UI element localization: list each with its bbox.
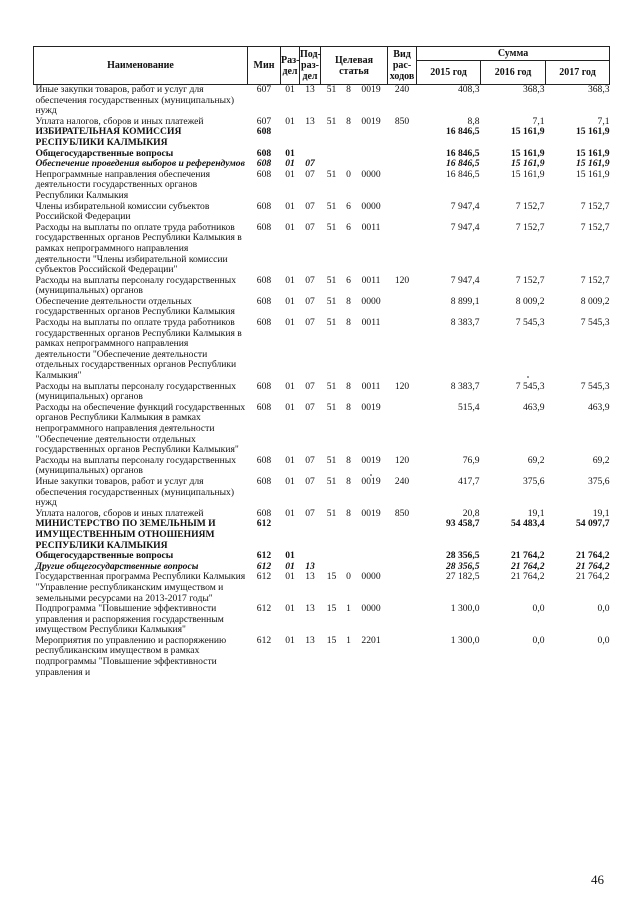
row-subsection-code [300, 127, 321, 148]
row-ministry-code: 608 [256, 158, 272, 170]
row-target-subprogram: 8 [346, 401, 351, 413]
row-target-subprogram: 8 [346, 475, 351, 487]
row-expense-type [388, 519, 417, 551]
row-sum-2015: 7 947,4 [450, 200, 480, 212]
row-sum-2015: 7 947,4 [450, 221, 480, 233]
table-row [34, 636, 610, 678]
row-sum-2016: 7 152,7 [515, 274, 545, 286]
row-subsection-code: 07 [305, 158, 315, 170]
row-sum-2017: 368,3 [587, 84, 610, 95]
row-expense-type [388, 572, 417, 604]
row-sum-2015: 1 300,0 [450, 603, 480, 615]
row-expense-type [388, 149, 417, 160]
row-expense-type [388, 159, 417, 170]
row-target-program: 15 [326, 603, 337, 615]
row-expense-type [388, 170, 417, 202]
row-subsection-code: 07 [305, 168, 315, 180]
table-row [34, 276, 610, 297]
row-expense-type: 120 [394, 454, 410, 466]
row-sum-2017: 21 764,2 [575, 560, 610, 572]
header-target-article: Целевая статья [321, 47, 388, 85]
table-row [34, 477, 610, 509]
row-name: Другие общегосударственные вопросы [35, 560, 199, 572]
row-section-code [281, 519, 300, 551]
row-name: Общегосударственные вопросы [35, 147, 174, 159]
row-target-direction: 2201 [361, 634, 381, 646]
row-target-direction: 0019 [361, 84, 381, 95]
row-sum-2015: 8 899,1 [450, 295, 480, 307]
row-subsection-code: 07 [305, 317, 315, 329]
row-target-program: 51 [326, 168, 337, 180]
row-section-code: 01 [285, 147, 295, 159]
row-ministry-code: 612 [256, 571, 272, 583]
row-target-program [321, 551, 343, 562]
row-section-code: 01 [285, 571, 295, 583]
row-sum-2016: 463,9 [522, 401, 545, 413]
row-target-direction: 0011 [361, 221, 381, 233]
row-name: Обеспечение проведения выборов и референдумов [35, 158, 245, 170]
row-expense-type [388, 403, 417, 456]
row-ministry-code: 608 [256, 401, 272, 413]
row-subsection-code: 13 [305, 84, 315, 95]
row-ministry-code: 612 [256, 634, 272, 646]
row-name: Расходы на выплаты персоналу государственных (муниципальных) органов [35, 274, 237, 297]
header-2016: 2016 год [481, 61, 546, 85]
header-2017: 2017 год [546, 61, 610, 85]
header-expense-type: Вид рас- ходов [388, 47, 417, 85]
row-target-subprogram [343, 149, 355, 160]
row-sum-2017: 15 161,9 [575, 126, 610, 138]
row-ministry-code: 608 [256, 147, 272, 159]
row-name: Расходы на обеспечение функций государственных органов Республики Калмыкия в рамках непрограммного направления деятельности "Обеспечение деятельности отдельных государственных органов Республики Калмыкия" [35, 401, 246, 456]
row-sum-2017: 54 097,7 [575, 518, 610, 530]
table-row [34, 318, 610, 382]
row-section-code: 01 [285, 84, 295, 95]
row-sum-2016: 15 161,9 [510, 147, 545, 159]
row-target-subprogram: 6 [346, 274, 351, 286]
row-name: Государственная программа Республики Калмыкия "Управление республиканским имуществом и земельными ресурсами на 2013-2017 годы" [35, 571, 246, 604]
row-sum-2015: 16 846,5 [445, 147, 480, 159]
row-target-program: 51 [326, 380, 337, 392]
row-target-program: 51 [326, 221, 337, 233]
table-row [34, 604, 610, 636]
row-ministry-code: 607 [256, 115, 272, 127]
row-ministry-code: 612 [256, 518, 272, 530]
row-target-program: 15 [326, 634, 337, 646]
row-sum-2015: 76,9 [462, 454, 480, 466]
row-section-code: 01 [285, 380, 295, 392]
row-ministry-code: 608 [256, 221, 272, 233]
row-target-program [321, 149, 343, 160]
row-ministry-code: 608 [256, 454, 272, 466]
row-subsection-code: 07 [305, 274, 315, 286]
page-number: 46 [591, 872, 604, 887]
row-sum-2017: 7 152,7 [580, 221, 610, 233]
row-target-direction [355, 149, 388, 160]
row-section-code: 01 [285, 550, 295, 562]
row-sum-2015: 8 383,7 [450, 317, 480, 329]
row-sum-2015: 1 300,0 [450, 634, 480, 646]
row-target-direction: 0011 [361, 274, 381, 286]
header-razdel: Раз- дел [281, 47, 300, 85]
row-target-subprogram: 0 [346, 168, 351, 180]
header-min: Мин [248, 47, 281, 85]
header-2015: 2015 год [417, 61, 481, 85]
row-target-subprogram: 6 [346, 221, 351, 233]
row-target-direction [355, 127, 388, 148]
row-target-subprogram: 8 [346, 84, 351, 95]
row-section-code: 01 [285, 115, 295, 127]
row-target-program: 51 [326, 317, 337, 329]
table-row [34, 297, 610, 318]
row-name: Расходы на выплаты персоналу государственных (муниципальных) органов [35, 380, 237, 403]
row-target-subprogram: 8 [346, 507, 351, 519]
table-row [34, 85, 610, 117]
row-subsection-code: 13 [305, 560, 315, 572]
row-target-program [321, 127, 343, 148]
row-target-subprogram [343, 519, 355, 551]
row-target-direction: 0011 [361, 317, 381, 329]
row-subsection-code: 13 [305, 115, 315, 127]
row-target-direction [355, 519, 388, 551]
row-ministry-code: 607 [256, 84, 272, 95]
row-sum-2016: 368,3 [522, 84, 545, 95]
row-section-code: 01 [285, 401, 295, 413]
row-sum-2017: 0,0 [597, 603, 610, 615]
row-section-code: 01 [285, 200, 295, 212]
table-row [34, 519, 610, 551]
row-sum-2015: 8,8 [467, 115, 480, 127]
row-expense-type [388, 551, 417, 562]
scan-speck [527, 376, 529, 378]
row-target-program: 51 [326, 454, 337, 466]
row-section-code: 01 [285, 317, 295, 329]
row-section-code: 01 [285, 168, 295, 180]
row-name: Иные закупки товаров, работ и услуг для обеспечения государственных (муниципальных) нужд [35, 475, 235, 509]
row-sum-2015: 28 356,5 [445, 550, 480, 562]
row-section-code: 01 [285, 274, 295, 286]
row-subsection-code: 07 [305, 380, 315, 392]
row-subsection-code: 07 [305, 200, 315, 212]
row-target-program: 51 [326, 507, 337, 519]
row-target-direction: 0019 [361, 401, 381, 413]
row-sum-2016: 0,0 [532, 634, 545, 646]
row-section-code: 01 [285, 221, 295, 233]
row-section-code: 01 [285, 454, 295, 466]
row-sum-2017: 15 161,9 [575, 168, 610, 180]
row-sum-2015: 16 846,5 [445, 168, 480, 180]
row-ministry-code: 608 [256, 380, 272, 392]
row-sum-2015: 16 846,5 [445, 158, 480, 170]
row-section-code: 01 [285, 507, 295, 519]
table-header [34, 47, 610, 85]
row-sum-2015: 20,8 [462, 507, 480, 519]
row-target-subprogram: 6 [346, 200, 351, 212]
row-target-program: 15 [326, 571, 337, 583]
row-target-direction: 0000 [361, 200, 381, 212]
row-ministry-code: 608 [256, 126, 272, 138]
row-sum-2016: 54 483,4 [510, 518, 545, 530]
row-sum-2017: 375,6 [587, 475, 610, 487]
row-sum-2016: 7 545,3 [515, 317, 545, 329]
row-subsection-code: 07 [305, 401, 315, 413]
row-target-program: 51 [326, 84, 337, 95]
row-sum-2016: 7 152,7 [515, 221, 545, 233]
row-name: Члены избирательной комиссии субъектов Российской Федерации [35, 200, 210, 223]
row-sum-2017: 19,1 [592, 507, 610, 519]
row-subsection-code [300, 519, 321, 551]
row-target-subprogram: 1 [346, 634, 351, 646]
row-expense-type [388, 318, 417, 382]
row-sum-2016: 21 764,2 [510, 550, 545, 562]
row-target-direction: 0019 [361, 507, 381, 519]
row-name: Общегосударственные вопросы [35, 550, 174, 562]
row-name: Расходы на выплаты по оплате труда работников государственных органов Республики Калмыкия в рамках непрограммного направления деятельности "Члены избирательной комиссии субъектов Российской Федерации" [35, 221, 242, 276]
row-sum-2016: 7 152,7 [515, 200, 545, 212]
row-name: Подпрограмма "Повышение эффективности управления и распоряжения государственным имуществом Республики Калмыкия" [35, 603, 224, 636]
row-expense-type: 240 [394, 475, 410, 487]
row-sum-2016: 21 764,2 [510, 571, 545, 583]
row-ministry-code: 608 [256, 507, 272, 519]
row-ministry-code: 608 [256, 295, 272, 307]
row-sum-2016: 8 009,2 [515, 295, 545, 307]
row-sum-2016: 15 161,9 [510, 158, 545, 170]
row-target-direction: 0011 [361, 380, 381, 392]
budget-table [33, 46, 610, 678]
row-target-program: 51 [326, 274, 337, 286]
row-ministry-code: 612 [256, 560, 272, 572]
row-target-direction: 0000 [361, 603, 381, 615]
row-sum-2017: 15 161,9 [575, 147, 610, 159]
row-target-direction: 0000 [361, 168, 381, 180]
row-name: Непрограммные направления обеспечения деятельности государственных органов Республики Калмыкия [35, 168, 210, 201]
table-row [34, 223, 610, 276]
row-sum-2017: 7 545,3 [580, 380, 610, 392]
row-name: ИЗБИРАТЕЛЬНАЯ КОМИССИЯ РЕСПУБЛИКИ КАЛМЫКИЯ [35, 126, 182, 148]
row-name: Уплата налогов, сборов и иных платежей [35, 507, 204, 519]
row-target-subprogram: 0 [346, 571, 351, 583]
row-sum-2016: 7 545,3 [515, 380, 545, 392]
row-subsection-code: 07 [305, 295, 315, 307]
row-subsection-code: 07 [305, 475, 315, 487]
row-expense-type [388, 127, 417, 148]
row-target-subprogram: 8 [346, 295, 351, 307]
row-section-code [281, 127, 300, 148]
row-sum-2017: 0,0 [597, 634, 610, 646]
header-sum: Сумма [417, 47, 610, 61]
row-target-subprogram [343, 127, 355, 148]
row-sum-2015: 408,3 [457, 84, 480, 95]
row-target-program: 51 [326, 475, 337, 487]
budget-table-page [33, 46, 609, 678]
row-sum-2015: 8 383,7 [450, 380, 480, 392]
row-expense-type [388, 604, 417, 636]
row-subsection-code: 13 [305, 603, 315, 615]
row-target-program: 51 [326, 115, 337, 127]
row-target-subprogram: 8 [346, 454, 351, 466]
row-sum-2015: 27 182,5 [445, 571, 480, 583]
table-row [34, 382, 610, 403]
row-sum-2017: 8 009,2 [580, 295, 610, 307]
row-sum-2017: 7 545,3 [580, 317, 610, 329]
row-name: Расходы на выплаты персоналу государственных (муниципальных) органов [35, 454, 237, 477]
row-target-direction: 0019 [361, 454, 381, 466]
row-subsection-code: 07 [305, 221, 315, 233]
row-target-direction: 0000 [361, 571, 381, 583]
row-target-subprogram [343, 551, 355, 562]
row-subsection-code: 13 [305, 634, 315, 646]
row-ministry-code: 608 [256, 200, 272, 212]
row-sum-2015: 7 947,4 [450, 274, 480, 286]
row-expense-type: 120 [394, 380, 410, 392]
row-target-direction: 0019 [361, 115, 381, 127]
row-target-direction [355, 551, 388, 562]
row-target-program: 51 [326, 295, 337, 307]
row-target-program [321, 519, 343, 551]
row-sum-2016: 15 161,9 [510, 168, 545, 180]
row-sum-2016: 69,2 [527, 454, 545, 466]
row-sum-2017: 21 764,2 [575, 571, 610, 583]
row-section-code: 01 [285, 603, 295, 615]
row-sum-2015: 28 356,5 [445, 560, 480, 572]
row-expense-type [388, 562, 417, 573]
row-expense-type [388, 636, 417, 678]
row-expense-type: 120 [394, 274, 410, 286]
row-expense-type: 850 [394, 115, 410, 127]
row-expense-type: 240 [394, 84, 410, 95]
table-row [34, 170, 610, 202]
row-name: МИНИСТЕРСТВО ПО ЗЕМЕЛЬНЫМ И ИМУЩЕСТВЕННЫМ ОТНОШЕНИЯМ РЕСПУБЛИКИ КАЛМЫКИЯ [35, 518, 216, 551]
header-podrazdel: Под- раз- дел [300, 47, 321, 85]
table-row [34, 456, 610, 477]
row-sum-2017: 7 152,7 [580, 200, 610, 212]
row-sum-2016: 7,1 [532, 115, 545, 127]
row-expense-type: 850 [394, 507, 410, 519]
row-sum-2016: 375,6 [522, 475, 545, 487]
row-section-code: 01 [285, 560, 295, 572]
table-row [34, 572, 610, 604]
row-ministry-code: 608 [256, 168, 272, 180]
row-section-code: 01 [285, 634, 295, 646]
row-section-code: 01 [285, 475, 295, 487]
row-sum-2016: 0,0 [532, 603, 545, 615]
header-name: Наименование [34, 47, 248, 85]
row-ministry-code: 612 [256, 603, 272, 615]
row-name: Мероприятия по управлению и распоряжению республиканским имуществом в рамках подпрограммы "Повышение эффективности управления и [35, 634, 227, 678]
table-row [34, 202, 610, 223]
row-expense-type [388, 202, 417, 223]
scan-speck [370, 474, 372, 476]
row-sum-2017: 69,2 [592, 454, 610, 466]
row-target-subprogram: 8 [346, 115, 351, 127]
row-section-code: 01 [285, 158, 295, 170]
row-target-direction: 0019 [361, 475, 381, 487]
row-ministry-code: 612 [256, 550, 272, 562]
row-expense-type [388, 297, 417, 318]
row-sum-2016: 19,1 [527, 507, 545, 519]
row-target-subprogram: 1 [346, 603, 351, 615]
row-ministry-code: 608 [256, 317, 272, 329]
table-body [34, 85, 610, 679]
row-name: Уплата налогов, сборов и иных платежей [35, 115, 204, 127]
row-sum-2015: 515,4 [457, 401, 480, 413]
row-subsection-code: 07 [305, 454, 315, 466]
row-ministry-code: 608 [256, 274, 272, 286]
row-sum-2017: 7,1 [597, 115, 610, 127]
row-name: Расходы на выплаты по оплате труда работников государственных органов Республики Калмыкия в рамках непрограммного направления деятельности "Обеспечение деятельности отдельных государственных органов Республики Калмыкия" [35, 317, 242, 382]
row-target-program: 51 [326, 401, 337, 413]
row-target-direction: 0000 [361, 295, 381, 307]
row-sum-2015: 16 846,5 [445, 126, 480, 138]
row-name: Иные закупки товаров, работ и услуг для обеспечения государственных (муниципальных) нужд [35, 84, 235, 117]
row-sum-2017: 463,9 [587, 401, 610, 413]
row-subsection-code: 13 [305, 571, 315, 583]
row-target-subprogram: 8 [346, 317, 351, 329]
row-subsection-code: 07 [305, 507, 315, 519]
row-target-subprogram: 8 [346, 380, 351, 392]
table-row [34, 127, 610, 148]
row-ministry-code: 608 [256, 475, 272, 487]
table-row [34, 403, 610, 456]
row-section-code: 01 [285, 295, 295, 307]
row-name: Обеспечение деятельности отдельных государственных органов Республики Калмыкия [35, 295, 235, 318]
row-sum-2015: 417,7 [457, 475, 480, 487]
row-sum-2015: 93 458,7 [445, 518, 480, 530]
row-expense-type [388, 223, 417, 276]
row-sum-2017: 7 152,7 [580, 274, 610, 286]
row-sum-2017: 15 161,9 [575, 158, 610, 170]
row-target-program: 51 [326, 200, 337, 212]
row-sum-2017: 21 764,2 [575, 550, 610, 562]
row-sum-2016: 21 764,2 [510, 560, 545, 572]
row-sum-2016: 15 161,9 [510, 126, 545, 138]
